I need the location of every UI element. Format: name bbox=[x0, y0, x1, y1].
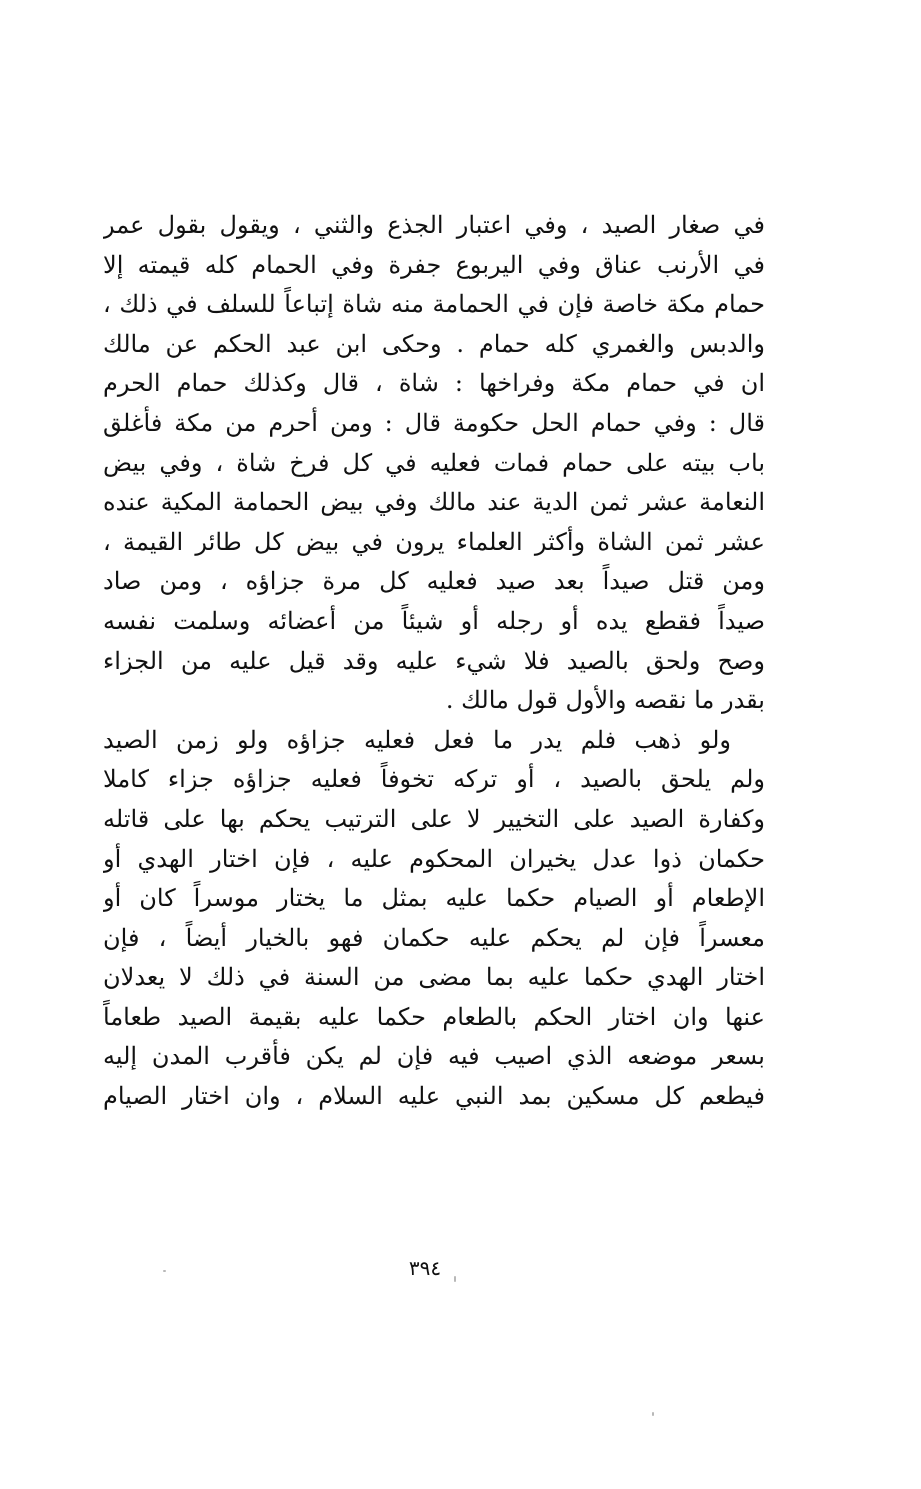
text-line: معسراً فإن لم يحكم عليه حكمان فهو بالخيار أيضاً ، فإن bbox=[103, 923, 765, 952]
text-line: بسعر موضعه الذي اصيب فيه فإن لم يكن فأقرب المدن إليه bbox=[103, 1042, 765, 1071]
text-line: ان في حمام مكة وفراخها : شاة ، قال وكذلك حمام الحرم bbox=[103, 369, 765, 398]
text-line: في الأرنب عناق وفي اليربوع جفرة وفي الحمام كله قيمته إلا bbox=[103, 250, 765, 279]
text-line: وصح ولحق بالصيد فلا شيء عليه وقد قيل عليه من الجزاء bbox=[103, 646, 765, 675]
body-text bbox=[103, 206, 765, 1117]
text-line: الإطعام أو الصيام حكما عليه بمثل ما يختار موسراً كان أو bbox=[103, 884, 765, 913]
paragraph bbox=[103, 206, 765, 721]
page-number: ٣٩٤ bbox=[408, 1256, 442, 1280]
text-line: بقدر ما نقصه والأول قول مالك . bbox=[445, 686, 765, 715]
text-line: في صغار الصيد ، وفي اعتبار الجذع والثني ، ويقول بقول عمر bbox=[103, 211, 765, 239]
scan-speck bbox=[454, 1276, 456, 1282]
text-line: صيداً فقطع يده أو رجله أو شيئاً من أعضائه وسلمت نفسه bbox=[103, 606, 765, 635]
text-line: ولو ذهب فلم يدر ما فعل فعليه جزاؤه ولو زمن الصيد bbox=[103, 725, 731, 754]
text-line: قال : وفي حمام الحل حكومة قال : ومن أحرم من مكة فأغلق bbox=[103, 408, 765, 437]
text-line: عنها وان اختار الحكم بالطعام حكما عليه بقيمة الصيد طعاماً bbox=[103, 1002, 765, 1031]
text-line: النعامة عشر ثمن الدية عند مالك وفي بيض الحمامة المكية عنده bbox=[103, 488, 765, 517]
paragraph bbox=[103, 721, 765, 1117]
text-line: عشر ثمن الشاة وأكثر العلماء يرون في بيض كل طائر القيمة ، bbox=[103, 527, 765, 556]
text-line: اختار الهدي حكما عليه بما مضى من السنة في ذلك لا يعدلان bbox=[103, 963, 765, 992]
text-line: وكفارة الصيد على التخيير لا على الترتيب يحكم بها على قاتله bbox=[103, 804, 765, 833]
text-line: حمام مكة خاصة فإن في الحمامة منه شاة إتباعاً للسلف في ذلك ، bbox=[103, 290, 765, 319]
text-line: ولم يلحق بالصيد ، أو تركه تخوفاً فعليه جزاؤه جزاء كاملا bbox=[103, 765, 765, 794]
scan-speck bbox=[652, 1412, 654, 1416]
text-line: باب بيته على حمام فمات فعليه في كل فرخ شاة ، وفي بيض bbox=[103, 448, 765, 477]
text-line: حكمان ذوا عدل يخيران المحكوم عليه ، فإن اختار الهدي أو bbox=[103, 844, 765, 873]
text-line: فيطعم كل مسكين بمد النبي عليه السلام ، وان اختار الصيام bbox=[103, 1082, 765, 1111]
text-line: ومن قتل صيداً بعد صيد فعليه كل مرة جزاؤه ، ومن صاد bbox=[103, 567, 765, 596]
text-line: والدبس والغمري كله حمام . وحكى ابن عبد الحكم عن مالك bbox=[103, 329, 765, 358]
scan-speck bbox=[163, 1270, 166, 1272]
